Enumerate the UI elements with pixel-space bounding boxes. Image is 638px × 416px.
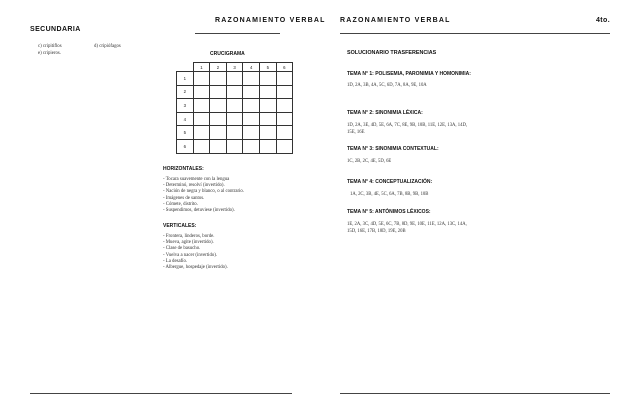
col-number: 5 (259, 63, 276, 72)
grid-cell[interactable] (193, 126, 210, 140)
clue-item: - Imágenes de santos. (163, 195, 205, 201)
grid-cell[interactable] (259, 139, 276, 153)
grid-cell[interactable] (210, 112, 227, 126)
grid-cell[interactable] (276, 139, 293, 153)
section-4 (347, 179, 475, 198)
grid-cell[interactable] (243, 99, 260, 113)
grid-cell[interactable] (226, 85, 243, 99)
grid-cell[interactable] (259, 112, 276, 126)
grid-cell[interactable] (210, 139, 227, 153)
grade-label: 4to. (596, 17, 611, 24)
section-answers: 1E, 2A, 3C, 4D, 5E, 6C, 7B, 8D, 9E, 10E, 11E, 12A, 13C, 14A, 15D, 16E, 17B, 18D, 19E, 20B (347, 222, 467, 234)
grid-cell[interactable] (193, 112, 210, 126)
horizontales-title: HORIZONTALES: (163, 166, 204, 172)
clue-item: - Albergue, hospedaje (invertido). (163, 265, 228, 271)
grid-cell[interactable] (276, 85, 293, 99)
grid-cell[interactable] (243, 139, 260, 153)
crossword-grid (176, 62, 293, 154)
section-5 (347, 209, 475, 235)
verticales-list (163, 234, 228, 271)
clue-item: - La desafío. (163, 258, 188, 264)
clue-item: - Tocara suavemente con la lengua (163, 177, 230, 182)
section-title: TEMA N° 1: POLISEMIA, PARONIMIA Y HOMONIMIA: (347, 71, 471, 77)
grid-cell[interactable] (210, 126, 227, 140)
left-footer-rule (30, 393, 292, 394)
grid-cell[interactable] (210, 99, 227, 113)
col-number: 1 (193, 63, 210, 72)
grid-cell[interactable] (210, 85, 227, 99)
row-number: 4 (177, 112, 194, 126)
row-number: 3 (177, 99, 194, 113)
grid-cell[interactable] (276, 112, 293, 126)
grid-cell[interactable] (243, 112, 260, 126)
grid-cell[interactable] (226, 126, 243, 140)
grid-cell[interactable] (259, 99, 276, 113)
verticales-title: VERTICALES: (163, 223, 197, 229)
section-1 (347, 70, 475, 89)
section-2 (347, 110, 475, 136)
section-title: TEMA N° 5: ANTÓNIMOS LÉXICOS: (347, 209, 431, 215)
row-number: 6 (177, 139, 194, 153)
row-number: 5 (177, 126, 194, 140)
clue-item: - Nación de negra y blanco, o al contrario. (163, 189, 244, 195)
clue-item: - Vuelva a nacer (invertido). (163, 252, 218, 258)
grid-cell[interactable] (243, 72, 260, 86)
horizontales-list (163, 177, 244, 214)
section-title: TEMA N° 4: CONCEPTUALIZACIÓN: (347, 179, 433, 185)
grid-cell[interactable] (226, 139, 243, 153)
col-number: 2 (210, 63, 227, 72)
left-header-title: RAZONAMIENTO VERBAL (215, 17, 326, 24)
col-number: 4 (243, 63, 260, 72)
solucionario-title: SOLUCIONARIO TRASFERENCIAS (347, 50, 437, 56)
level-label: SECUNDARIA (30, 26, 81, 33)
clue-item: - Suspendimos, detuviese (invertido). (163, 208, 235, 214)
grid-cell[interactable] (259, 85, 276, 99)
grid-cell[interactable] (193, 99, 210, 113)
clue-item: - Mueva, agite (invertido). (163, 240, 214, 246)
section-answers: 1D, 2A, 3E, 4D, 5E, 6A, 7C, 8E, 9B, 10B, 11E, 12E, 13A, 14D, 15E, 16E (347, 123, 468, 135)
clue-item: - Determinó, resolví (invertido). (163, 183, 225, 189)
right-header-rule (340, 33, 610, 34)
clue-item: - Frontera, linderos, borde. (163, 234, 215, 239)
section-answers: 1C, 2B, 2C, 4E, 5D, 6E (347, 159, 392, 164)
grid-cell[interactable] (259, 126, 276, 140)
section-answers: 1A, 2C, 3B, 4E, 5C, 6A, 7B, 8B, 9B, 10B (350, 192, 429, 197)
grid-cell[interactable] (276, 126, 293, 140)
grid-cell[interactable] (193, 72, 210, 86)
section-title: TEMA N° 2: SINONIMIA LÉXICA: (347, 110, 423, 116)
grid-cell[interactable] (243, 126, 260, 140)
grid-cell[interactable] (226, 112, 243, 126)
grid-cell[interactable] (226, 72, 243, 86)
col-number: 3 (226, 63, 243, 72)
section-answers: 1D, 2A, 3B, 4A, 5C, 6D, 7A, 8A, 9E, 10A (347, 83, 427, 88)
grid-cell[interactable] (259, 72, 276, 86)
grid-cell[interactable] (193, 85, 210, 99)
section-title: TEMA N° 3: SINONIMIA CONTEXTUAL: (347, 146, 439, 152)
clue-item: - Clase de basucho. (163, 246, 201, 252)
option-c: c) cripitiflos (38, 44, 62, 49)
section-3 (347, 146, 475, 165)
grid-cell[interactable] (226, 99, 243, 113)
left-header-rule (195, 33, 280, 34)
option-d: d) cripiófagos (94, 44, 121, 49)
grid-cell[interactable] (276, 99, 293, 113)
grid-cell[interactable] (210, 72, 227, 86)
row-number: 2 (177, 85, 194, 99)
grid-cell[interactable] (243, 85, 260, 99)
right-footer-rule (340, 393, 610, 394)
option-e: e) cripieros. (38, 51, 61, 56)
clue-item: - Cómete, distrito. (163, 201, 198, 207)
row-number: 1 (177, 72, 194, 86)
right-header-title: RAZONAMIENTO VERBAL (340, 17, 451, 24)
col-number: 6 (276, 63, 293, 72)
grid-cell[interactable] (193, 139, 210, 153)
grid-cell[interactable] (276, 72, 293, 86)
crossword-title: CRUCIGRAMA (210, 51, 245, 57)
